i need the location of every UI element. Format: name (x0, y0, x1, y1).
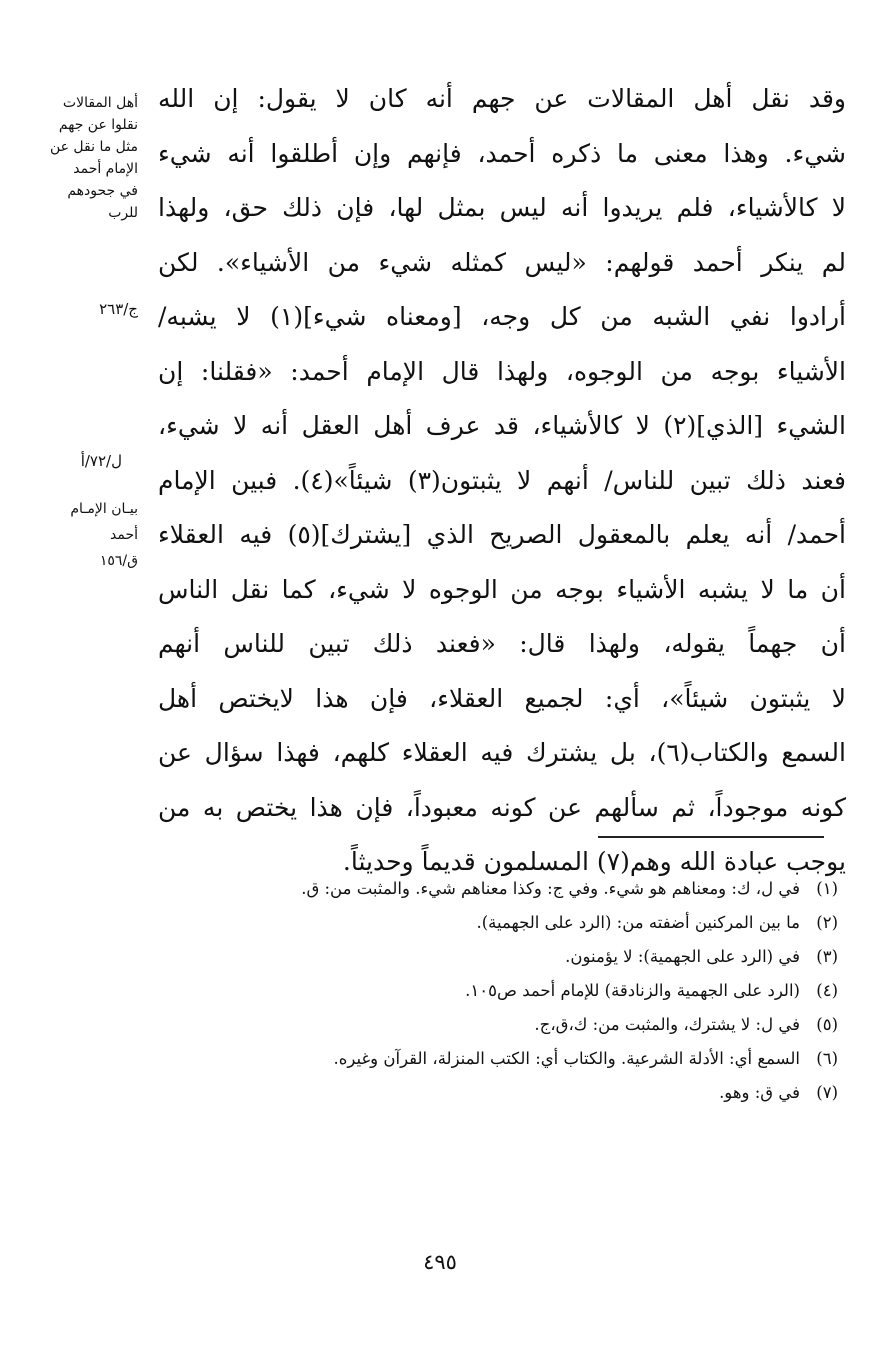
footnote (158, 942, 838, 972)
footnote-number: (٣) (816, 947, 838, 966)
footnote (158, 1078, 838, 1108)
footnote (158, 1010, 838, 1040)
margin-note-line: بيـان الإمـام (70, 501, 138, 517)
text-line: الأشياء بوجه من الوجوه، ولهذا قال الإمام أحمد: «فقلنا: إن (158, 356, 846, 386)
footnote-number: (٢) (816, 913, 838, 932)
footnote (158, 976, 838, 1006)
text-line: أن جهماً يقوله، ولهذا قال: «فعند ذلك تبين للناس أنهم (158, 629, 846, 658)
text-line: لم ينكر أحمد قولهم: «ليس كمثله شيء من الأشياء». لكن (158, 247, 846, 277)
margin-note-line: نقلوا عن جهم (58, 117, 138, 133)
footnote-number: (٥) (816, 1015, 838, 1034)
footnote-text: (الرد على الجهمية والزنادقة) للإمام أحمد ص١٠٥. (465, 981, 800, 1000)
margin-note-line: الإمام أحمد (73, 161, 138, 177)
margin-note-line: في جحودهم (67, 183, 138, 199)
text-line: شيء. وهذا معنى ما ذكره أحمد، فإنهم وإن أطلقوا أنه شيء (158, 138, 846, 168)
text-line: وقد نقل أهل المقالات عن جهم أنه كان لا يقول: إن الله (158, 84, 846, 113)
footnote-text: السمع أي: الأدلة الشرعية. والكتاب أي: الكتب المنزلة، القرآن وغيره. (333, 1049, 800, 1068)
footnote-separator (598, 836, 824, 838)
text-line: أحمد/ أنه يعلم بالمعقول الصريح الذي [يشترك](٥) فيه العقلاء (158, 520, 846, 549)
footnote-number: (٧) (816, 1083, 838, 1102)
footnotes (158, 874, 838, 1112)
margin-note-line: مثل ما نقل عن (49, 139, 138, 155)
margin-note-topic (50, 92, 138, 224)
footnote-number: (١) (816, 879, 838, 898)
text-line: يوجب عبادة الله وهم(٧) المسلمون قديماً وحديثاً. (342, 847, 846, 876)
text-line: السمع والكتاب(٦)، بل يشترك فيه العقلاء كلهم، فهذا سؤال عن (158, 738, 846, 767)
text-line: أن ما لا يشبه الأشياء بوجه من الوجوه لا شيء، كما نقل الناس (158, 574, 846, 604)
margin-note-bayan (70, 496, 138, 574)
footnote-number: (٦) (816, 1049, 838, 1068)
text-line: أرادوا نفي الشبه من كل وجه، [ومعناه شيء](١) لا يشبه/ (158, 302, 846, 331)
margin-note-line: أحمد (110, 527, 138, 543)
page-number: ٤٩٥ (423, 1250, 457, 1274)
text-line: لا كالأشياء، فلم يريدوا أنه ليس بمثل لها، فإن ذلك حق، ولهذا (158, 193, 846, 222)
margin-ref-j: ج/٢٦٣ (99, 300, 138, 318)
footnote-text: في ل، ك: ومعناهم هو شيء. وفي ج: وكذا معناهم شيء. والمثبت من: ق. (301, 879, 800, 898)
text-line: لا يثبتون شيئاً»، أي: لجميع العقلاء، فإن هذا لايختص أهل (158, 683, 846, 713)
margin-note-line: أهل المقالات (62, 95, 138, 111)
text-line: فعند ذلك تبين للناس/ أنهم لا يثبتون(٣) شيئاً»(٤). فبين الإمام (158, 465, 846, 495)
margin-note-line: للرب (108, 205, 138, 221)
footnote-text: في ق: وهو. (719, 1083, 800, 1102)
footnote (158, 1044, 838, 1074)
footnote-text: في (الرد على الجهمية): لا يؤمنون. (565, 947, 800, 966)
footnote-number: (٤) (816, 981, 838, 1000)
text-line: الشيء [الذي](٢) لا كالأشياء، قد عرف أهل العقل أنه لا شيء، (158, 411, 846, 440)
margin-note-line: ق/١٥٦ (99, 553, 138, 569)
footnote (158, 908, 838, 938)
footnote (158, 874, 838, 904)
footnote-text: ما بين المركنين أضفته من: (الرد على الجهمية). (476, 913, 800, 932)
text-line: كونه موجوداً، ثم سألهم عن كونه معبوداً، فإن هذا يختص به من (158, 792, 846, 822)
margin-ref-l: ل/٧٢/أ (80, 452, 122, 470)
main-text (158, 72, 846, 890)
footnote-text: في ل: لا يشترك، والمثبت من: ك،ق،ج. (534, 1015, 800, 1034)
